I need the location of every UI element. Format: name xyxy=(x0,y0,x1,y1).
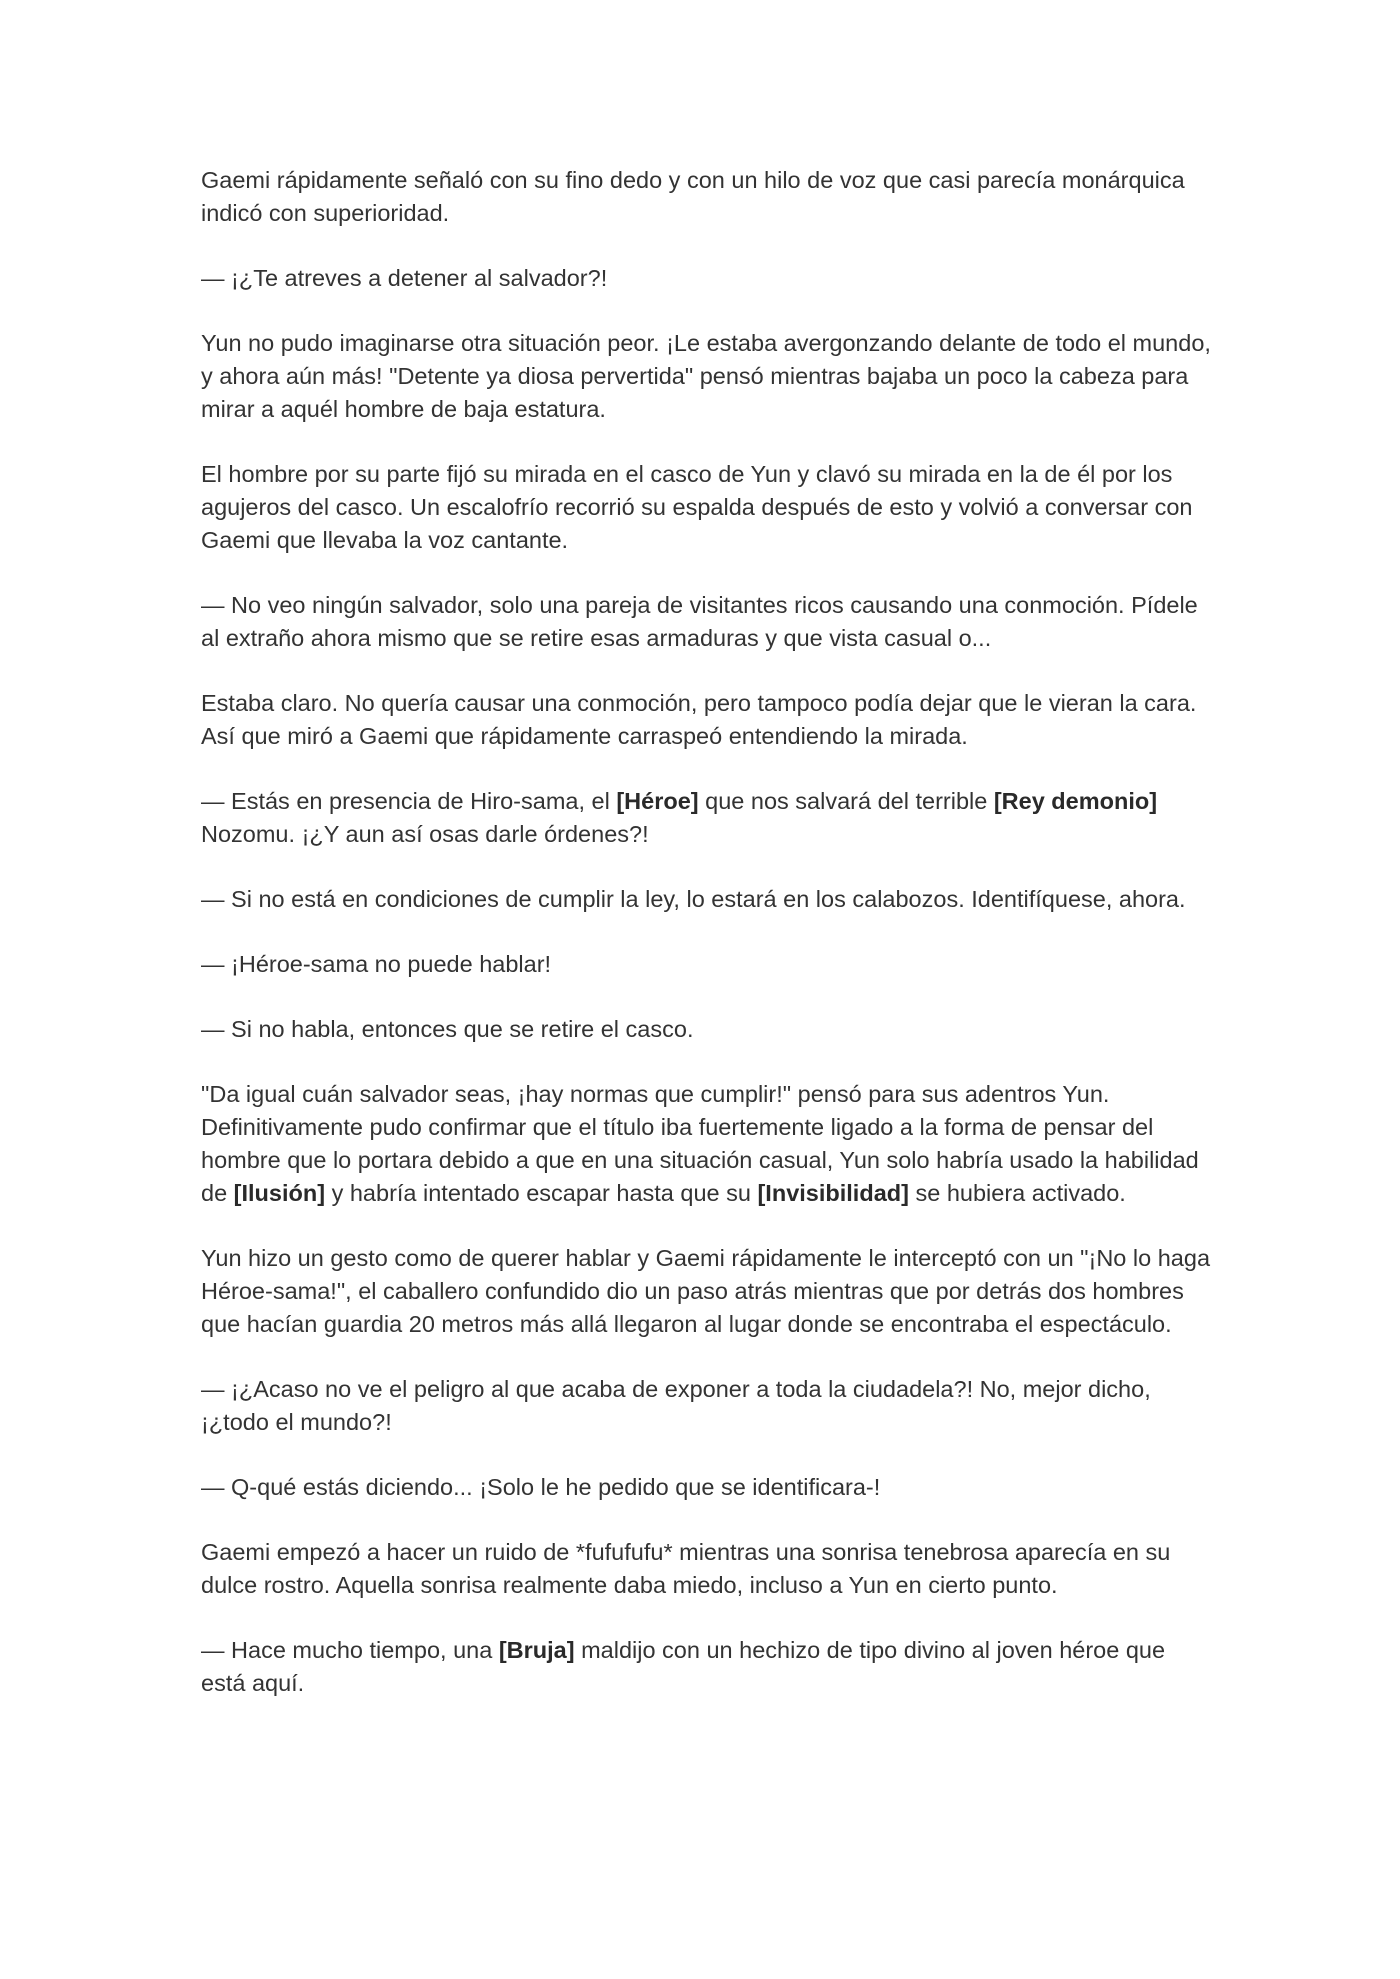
text-run: — Estás en presencia de Hiro-sama, el xyxy=(201,788,617,814)
text-run: "Da igual cuán salvador seas, ¡hay normas que cumplir!" pensó para sus adentros Yun. Definitivamente pudo confirmar que el título iba fuertemente ligado a la forma de pensar del hombre que lo portara debido a que en una situación casual, Yun solo habría usado la habilidad de xyxy=(201,1081,1199,1206)
bold-term: [Ilusión] xyxy=(233,1180,326,1206)
paragraph xyxy=(201,1373,1211,1439)
paragraph xyxy=(201,1536,1211,1602)
paragraph xyxy=(201,948,1211,981)
text-run: — ¡Héroe-sama no puede hablar! xyxy=(201,951,552,977)
text-run: y habría intentado escapar hasta que su xyxy=(325,1180,758,1206)
paragraph xyxy=(201,1471,1211,1504)
text-run: — Si no habla, entonces que se retire el casco. xyxy=(201,1016,694,1042)
paragraph xyxy=(201,589,1211,655)
paragraph xyxy=(201,687,1211,753)
paragraph xyxy=(201,1013,1211,1046)
paragraph xyxy=(201,458,1211,557)
document-page xyxy=(201,164,1211,1732)
text-run: — ¡¿Te atreves a detener al salvador?! xyxy=(201,265,608,291)
bold-term: [Rey demonio] xyxy=(993,788,1158,814)
text-run: Estaba claro. No quería causar una conmoción, pero tampoco podía dejar que le vieran la cara. Así que miró a Gaemi que rápidamente carraspeó entendiendo la mirada. xyxy=(201,690,1197,749)
text-run: — No veo ningún salvador, solo una pareja de visitantes ricos causando una conmoción. Pídele al extraño ahora mismo que se retire esas armaduras y que vista casual o... xyxy=(201,592,1198,651)
text-run: Yun no pudo imaginarse otra situación peor. ¡Le estaba avergonzando delante de todo el mundo, y ahora aún más! "Detente ya diosa pervertida" pensó mientras bajaba un poco la cabeza para mirar a aquél hombre de baja estatura. xyxy=(201,330,1211,422)
paragraph xyxy=(201,785,1211,851)
paragraph xyxy=(201,1634,1211,1700)
text-run: — Q-qué estás diciendo... ¡Solo le he pedido que se identificara-! xyxy=(201,1474,881,1500)
paragraph xyxy=(201,1242,1211,1341)
text-run: Gaemi rápidamente señaló con su fino dedo y con un hilo de voz que casi parecía monárquica indicó con superioridad. xyxy=(201,167,1185,226)
text-run: — Si no está en condiciones de cumplir la ley, lo estará en los calabozos. Identifíquese, ahora. xyxy=(201,886,1186,912)
text-run: se hubiera activado. xyxy=(908,1180,1126,1206)
text-run: Nozomu. ¡¿Y aun así osas darle órdenes?! xyxy=(201,821,649,847)
text-run: Yun hizo un gesto como de querer hablar y Gaemi rápidamente le interceptó con un "¡No lo haga Héroe-sama!", el caballero confundido dio un paso atrás mientras que por detrás dos hombres que hacían guardia 20 metros más allá llegaron al lugar donde se encontraba el espectáculo. xyxy=(201,1245,1211,1337)
paragraph xyxy=(201,164,1211,230)
text-run: — ¡¿Acaso no ve el peligro al que acaba de exponer a toda la ciudadela?! No, mejor dicho, ¡¿todo el mundo?! xyxy=(201,1376,1151,1435)
bold-term: [Héroe] xyxy=(616,788,699,814)
text-run: Gaemi empezó a hacer un ruido de *fufufufu* mientras una sonrisa tenebrosa aparecía en su dulce rostro. Aquella sonrisa realmente daba miedo, incluso a Yun en cierto punto. xyxy=(201,1539,1171,1598)
bold-term: [Invisibilidad] xyxy=(757,1180,909,1206)
text-run: maldijo con un hechizo de tipo divino al joven héroe que está aquí. xyxy=(201,1637,1166,1696)
bold-term: [Bruja] xyxy=(498,1637,575,1663)
text-run: El hombre por su parte fijó su mirada en el casco de Yun y clavó su mirada en la de él por los agujeros del casco. Un escalofrío recorrió su espalda después de esto y volvió a conversar con Gaemi que llevaba la voz cantante. xyxy=(201,461,1193,553)
paragraph xyxy=(201,883,1211,916)
text-run: — Hace mucho tiempo, una xyxy=(201,1637,499,1663)
text-run: que nos salvará del terrible xyxy=(698,788,994,814)
paragraph xyxy=(201,262,1211,295)
paragraph xyxy=(201,327,1211,426)
paragraph xyxy=(201,1078,1211,1210)
